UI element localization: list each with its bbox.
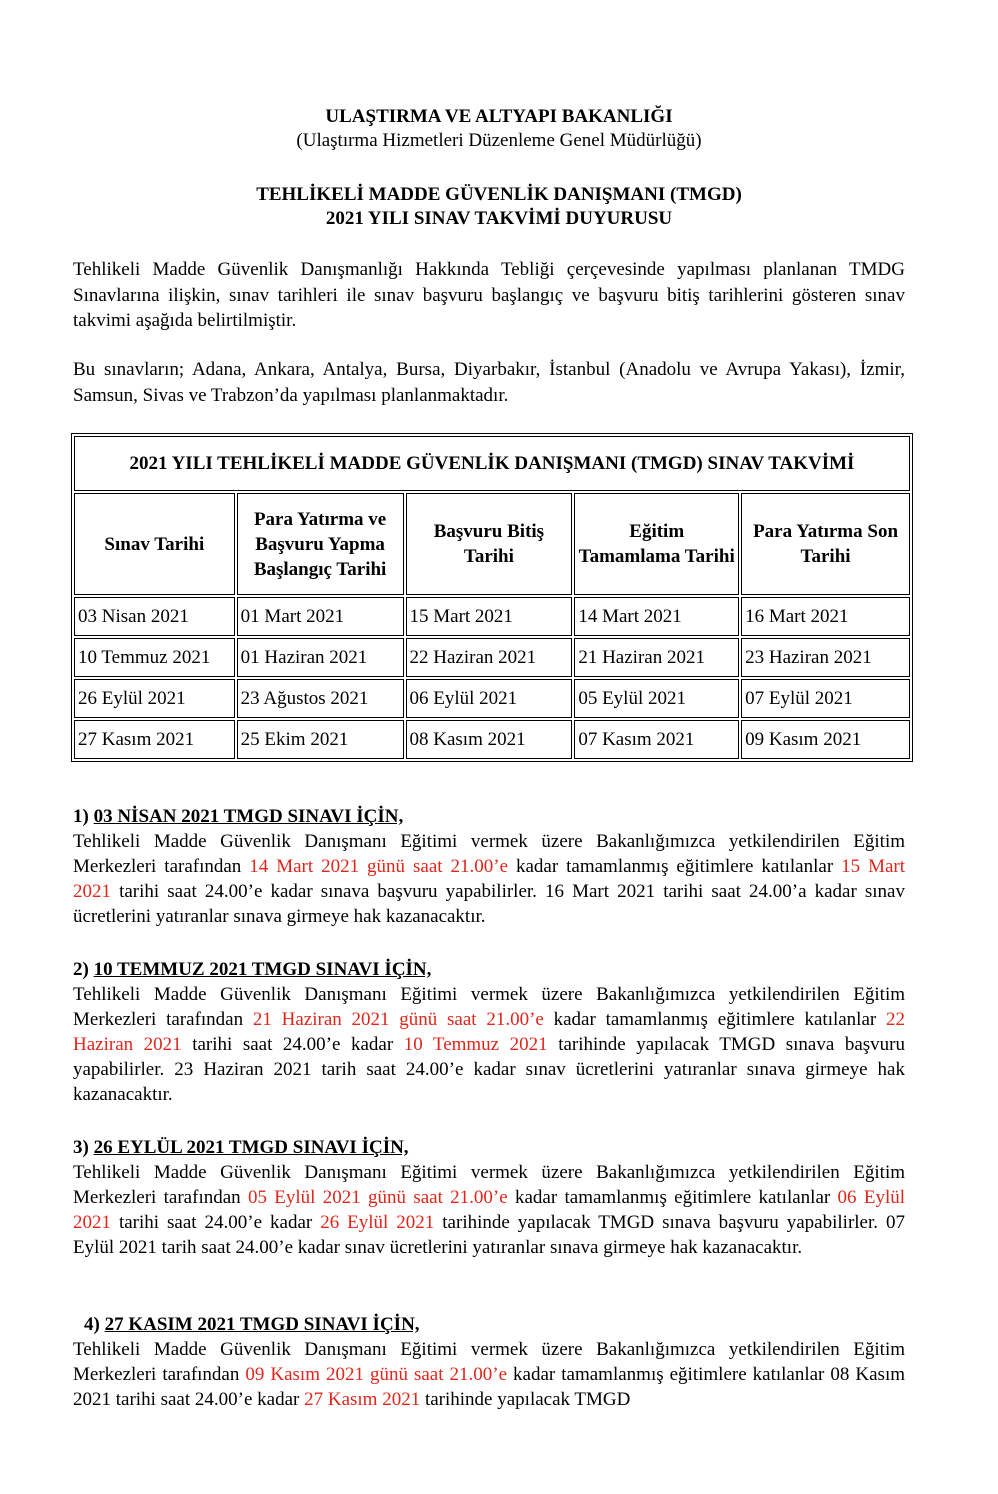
body-text: tarihi saat 24.00’e kadar sınava başvuru yapabilirler. 16 Mart 2021 tarihi saat 24.00’a kadar sınav ücretlerini yatıranlar sınava girmeye hak kazanacaktır. xyxy=(73,881,905,927)
table-cell: 06 Eylül 2021 xyxy=(406,679,573,718)
table-cell: 25 Ekim 2021 xyxy=(237,720,404,759)
body-text: kadar tamamlanmış eğitimlere katılanlar xyxy=(543,1009,886,1030)
table-cell: 01 Mart 2021 xyxy=(237,597,404,636)
body-text: tarihinde yapılacak TMGD sınava başvuru yapabilirler. 07 Eylül 2021 tarih saat 24.00’e kadar sınav ücretlerini yatıranlar sınava girmeye hak kazanacaktır. xyxy=(73,1212,905,1258)
table-cell: 15 Mart 2021 xyxy=(406,597,573,636)
table-cell: 14 Mart 2021 xyxy=(574,597,739,636)
table-cell: 09 Kasım 2021 xyxy=(741,720,910,759)
table-cell: 05 Eylül 2021 xyxy=(574,679,739,718)
section-4-heading xyxy=(84,1313,420,1337)
body-text: kadar tamamlanmış eğitimlere katılanlar xyxy=(507,1187,838,1208)
body-text: tarihinde yapılacak TMGD xyxy=(420,1389,631,1410)
table-cell: 07 Eylül 2021 xyxy=(741,679,910,718)
section-title: 26 EYLÜL 2021 TMGD SINAVI İÇİN, xyxy=(93,1137,409,1158)
highlighted-date: 27 Kasım 2021 xyxy=(304,1389,421,1410)
column-header: Başvuru Bitiş Tarihi xyxy=(406,493,573,595)
section-1-heading xyxy=(73,805,403,829)
announcement-title: TEHLİKELİ MADDE GÜVENLİK DANIŞMANI (TMGD) xyxy=(256,184,742,205)
table-cell: 07 Kasım 2021 xyxy=(574,720,739,759)
section-1-body xyxy=(73,829,905,929)
body-text: Tehlikeli Madde Güvenlik Danışmanı Eğitimi vermek üzere Bakanlığımızca yetkilendirilen Eğitim Merkezleri tarafından xyxy=(73,1339,905,1385)
table-title-row xyxy=(74,436,910,491)
table-cell: 22 Haziran 2021 xyxy=(406,638,573,677)
section-2-heading xyxy=(73,958,431,982)
body-text: tarihi saat 24.00’e kadar xyxy=(111,1212,321,1233)
table-cell: 16 Mart 2021 xyxy=(741,597,910,636)
table-cell: 23 Ağustos 2021 xyxy=(237,679,404,718)
highlighted-date: 21 Haziran 2021 günü saat 21.00’e xyxy=(252,1009,544,1030)
highlighted-date: 10 Temmuz 2021 xyxy=(403,1034,548,1055)
body-text: tarihinde yapılacak TMGD sınava başvuru yapabilirler. 23 Haziran 2021 tarih saat 24.00’e kadar sınav ücretlerini yatıranlar sınava girmeye hak kazanacaktır. xyxy=(73,1034,905,1105)
highlighted-date: 14 Mart 2021 günü saat 21.00’e xyxy=(249,856,509,877)
intro-paragraph-1: Tehlikeli Madde Güvenlik Danışmanlığı Hakkında Tebliği çerçevesinde yapılması planlanan TMDG Sınavlarına ilişkin, sınav tarihleri ile sınav başvuru başlangıç ve başvuru bitiş tarihlerini gösteren sınav takvimi aşağıda belirtilmiştir. xyxy=(73,259,905,331)
highlighted-date: 15 Mart 2021 xyxy=(73,856,905,902)
section-title: 10 TEMMUZ 2021 TMGD SINAVI İÇİN, xyxy=(93,959,432,980)
section-title: 03 NİSAN 2021 TMGD SINAVI İÇİN, xyxy=(93,806,404,827)
section-3-body xyxy=(73,1160,905,1260)
highlighted-date: 22 Haziran 2021 xyxy=(73,1009,905,1055)
table-cell: 23 Haziran 2021 xyxy=(741,638,910,677)
table-cell: 03 Nisan 2021 xyxy=(74,597,235,636)
intro-paragraph-2: Bu sınavların; Adana, Ankara, Antalya, Bursa, Diyarbakır, İstanbul (Anadolu ve Avrupa Yakası), İzmir, Samsun, Sivas ve Trabzon’da yapılması planlanmaktadır. xyxy=(73,359,905,406)
highlighted-date: 09 Kasım 2021 günü saat 21.00’e xyxy=(245,1364,508,1385)
table-row xyxy=(74,720,910,759)
announcement-subtitle: 2021 YILI SINAV TAKVİMİ DUYURUSU xyxy=(325,208,673,229)
section-2-body xyxy=(73,982,905,1107)
highlighted-date: 06 Eylül 2021 xyxy=(73,1187,905,1233)
table-header-row xyxy=(74,493,910,595)
table-cell: 10 Temmuz 2021 xyxy=(74,638,235,677)
section-4-body xyxy=(73,1337,905,1412)
section-number: 1) xyxy=(73,806,89,827)
section-number: 2) xyxy=(73,959,89,980)
body-text: Tehlikeli Madde Güvenlik Danışmanı Eğitimi vermek üzere Bakanlığımızca yetkilendirilen Eğitim Merkezleri tarafından xyxy=(73,1162,905,1208)
section-3-heading xyxy=(73,1136,409,1160)
table-cell: 08 Kasım 2021 xyxy=(406,720,573,759)
column-header: Eğitim Tamamlama Tarihi xyxy=(574,493,739,595)
table-row xyxy=(74,597,910,636)
section-number: 4) xyxy=(84,1314,100,1335)
directorate-subtitle: (Ulaştırma Hizmetleri Düzenleme Genel Müdürlüğü) xyxy=(296,130,702,151)
column-header: Sınav Tarihi xyxy=(74,493,235,595)
body-text: Tehlikeli Madde Güvenlik Danışmanı Eğitimi vermek üzere Bakanlığımızca yetkilendirilen Eğitim Merkezleri tarafından xyxy=(73,984,905,1030)
body-text: kadar tamamlanmış eğitimlere katılanlar 08 Kasım 2021 tarihi saat 24.00’e kadar xyxy=(73,1364,905,1410)
table-cell: 26 Eylül 2021 xyxy=(74,679,235,718)
table-title: 2021 YILI TEHLİKELİ MADDE GÜVENLİK DANIŞMANI (TMGD) SINAV TAKVİMİ xyxy=(74,436,910,491)
table-cell: 21 Haziran 2021 xyxy=(574,638,739,677)
section-number: 3) xyxy=(73,1137,89,1158)
body-text: kadar tamamlanmış eğitimlere katılanlar xyxy=(508,856,842,877)
exam-calendar-table xyxy=(71,433,913,762)
ministry-title: ULAŞTIRMA VE ALTYAPI BAKANLIĞI xyxy=(325,106,673,127)
table-row xyxy=(74,638,910,677)
body-text: Tehlikeli Madde Güvenlik Danışmanı Eğitimi vermek üzere Bakanlığımızca yetkilendirilen Eğitim Merkezleri tarafından xyxy=(73,831,905,877)
table-cell: 01 Haziran 2021 xyxy=(237,638,404,677)
section-title: 27 KASIM 2021 TMGD SINAVI İÇİN, xyxy=(104,1314,420,1335)
table-cell: 27 Kasım 2021 xyxy=(74,720,235,759)
highlighted-date: 26 Eylül 2021 xyxy=(320,1212,435,1233)
table-row xyxy=(74,679,910,718)
highlighted-date: 05 Eylül 2021 günü saat 21.00’e xyxy=(247,1187,508,1208)
column-header: Para Yatırma ve Başvuru Yapma Başlangıç Tarihi xyxy=(237,493,404,595)
column-header: Para Yatırma Son Tarihi xyxy=(741,493,910,595)
body-text: tarihi saat 24.00’e kadar xyxy=(181,1034,404,1055)
